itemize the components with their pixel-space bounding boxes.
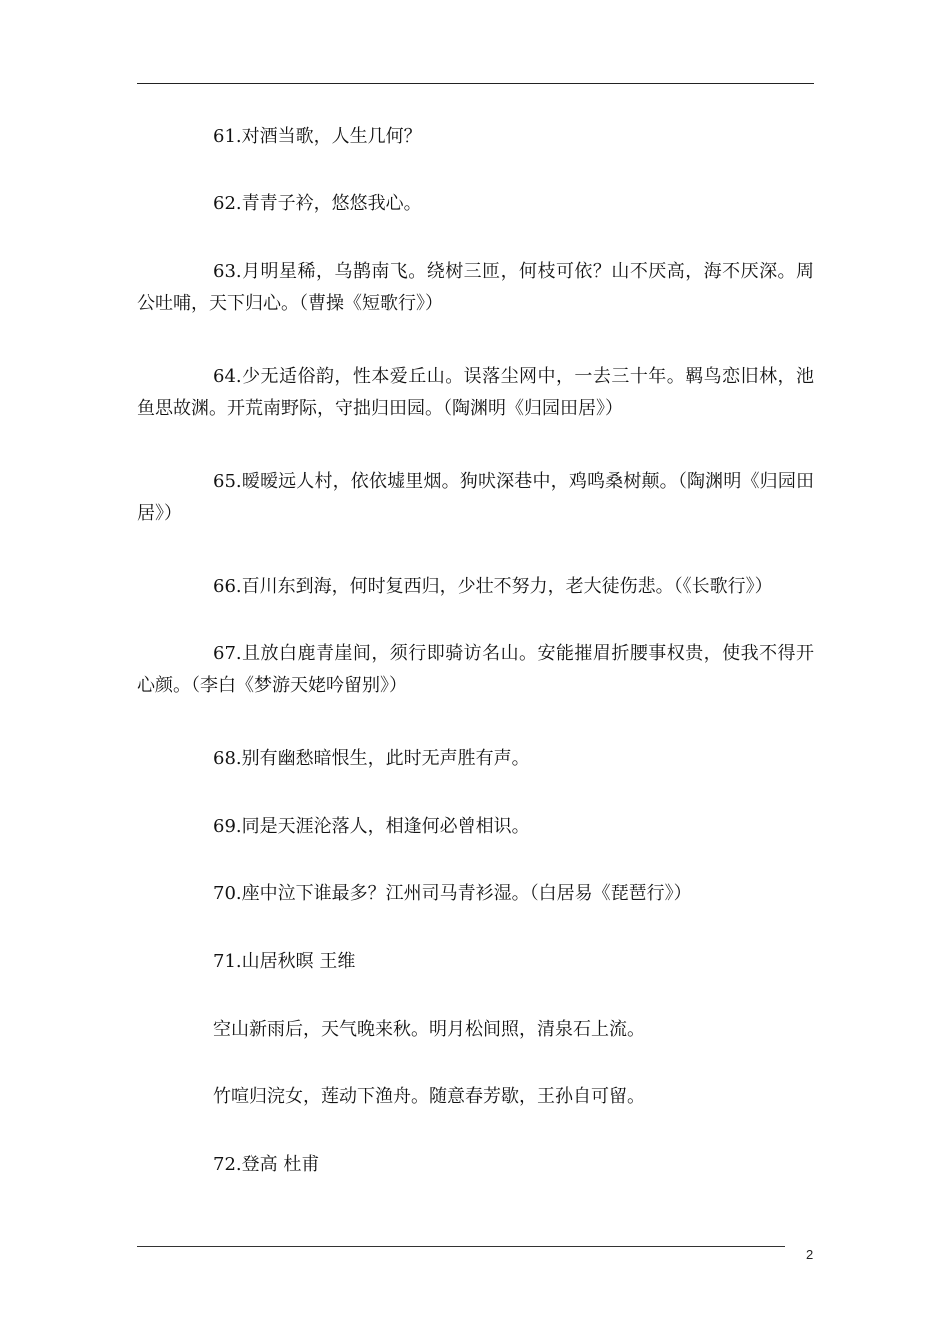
poem-line-1: 空山新雨后，天气晚来秋。明月松间照，清泉石上流。 xyxy=(213,1019,645,1040)
paragraph-69: 69.同是天涯沦落人，相逢何必曾相识。 xyxy=(213,816,530,837)
poem-title-71: 71.山居秋暝 王维 xyxy=(213,951,356,972)
paragraph-61: 61.对酒当歌，人生几何？ xyxy=(213,126,422,147)
page-number: 2 xyxy=(806,1247,814,1262)
paragraph-65: 65.暧暧远人村，依依墟里烟。狗吠深巷中，鸡鸣桑树颠。（陶渊明《归园田居》） xyxy=(137,471,814,524)
poem-title-72: 72.登高 杜甫 xyxy=(213,1154,320,1175)
paragraph-68: 68.别有幽愁暗恨生，此时无声胜有声。 xyxy=(213,748,530,769)
paragraph-64: 64.少无适俗韵，性本爱丘山。误落尘网中，一去三十年。羁鸟恋旧林，池鱼思故渊。开荒南野际，守拙归田园。（陶渊明《归园田居》） xyxy=(137,366,814,419)
paragraph-62: 62.青青子衿，悠悠我心。 xyxy=(213,193,422,214)
paragraph-63: 63.月明星稀，乌鹊南飞。绕树三匝，何枝可依？山不厌高，海不厌深。周公吐哺，天下归心。（曹操《短歌行》） xyxy=(137,261,814,314)
paragraph-70: 70.座中泣下谁最多？江州司马青衫湿。（白居易《琵琶行》） xyxy=(213,883,692,904)
footer-rule xyxy=(137,1246,785,1247)
paragraph-67: 67.且放白鹿青崖间，须行即骑访名山。安能摧眉折腰事权贵，使我不得开心颜。（李白《梦游天姥吟留别》） xyxy=(137,643,814,696)
paragraph-66: 66.百川东到海，何时复西归，少壮不努力，老大徒伤悲。（《长歌行》） xyxy=(213,576,773,597)
poem-line-2: 竹喧归浣女，莲动下渔舟。随意春芳歇，王孙自可留。 xyxy=(213,1086,645,1107)
header-rule xyxy=(137,83,814,84)
